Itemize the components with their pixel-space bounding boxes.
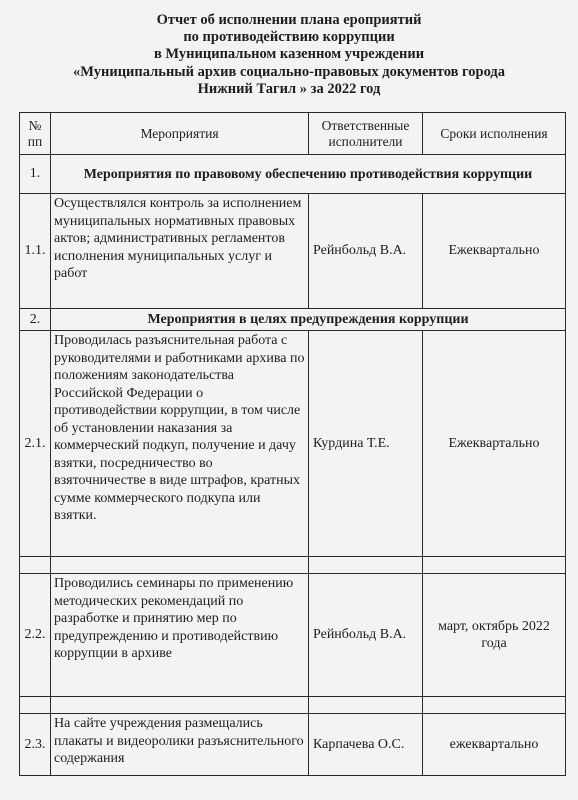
item-deadline: Ежеквартально: [423, 331, 566, 557]
title-line-2: по противодействию коррупции: [183, 29, 395, 46]
item-deadline: март, октябрь 2022 года: [423, 574, 566, 697]
item-num: 2.1.: [20, 331, 51, 557]
title-line-3: в Муниципальном казенном учреждении: [153, 46, 425, 63]
title-line-5: Нижний Тагил » за 2022 год: [197, 80, 381, 97]
item-text: На сайте учреждения размещались плакаты и видеоролики разъяснительного содержания: [51, 714, 309, 776]
item-num: 2.2.: [20, 574, 51, 697]
item-deadline: Ежеквартально: [423, 194, 566, 309]
section-row: [20, 309, 566, 331]
measures-table: [19, 112, 566, 776]
title-line-4: «Муниципальный архив социально-правовых документов города: [73, 63, 505, 80]
item-text: Проводились семинары по применению методических рекомендаций по разработке и принятию мер по предупреждению и противодействию коррупции в архиве: [51, 574, 309, 697]
header-measures: Мероприятия: [51, 113, 309, 155]
section-num: 1.: [20, 155, 51, 194]
section-title: Мероприятия в целях предупреждения коррупции: [51, 309, 566, 331]
header-num: № пп: [20, 113, 51, 155]
item-responsible: Рейнбольд В.А.: [309, 194, 423, 309]
table-row: [20, 574, 566, 697]
item-responsible: Курдина Т.Е.: [309, 331, 423, 557]
table-row: [20, 714, 566, 776]
table-row: [20, 194, 566, 309]
section-title: Мероприятия по правовому обеспечению противодействия коррупции: [51, 155, 566, 194]
title-line-1: Отчет об исполнении плана ероприятий: [156, 12, 422, 28]
item-responsible: Карпачева О.С.: [309, 714, 423, 776]
table-header-row: [20, 113, 566, 155]
item-text: Осуществлялся контроль за исполнением муниципальных нормативных правовых актов; административных регламентов исполнения муниципальных услуг и работ: [51, 194, 309, 309]
table-row: [20, 331, 566, 557]
empty-row: [20, 557, 566, 574]
item-num: 1.1.: [20, 194, 51, 309]
header-deadline: Сроки исполнения: [423, 113, 566, 155]
document-title: [0, 12, 578, 98]
item-text: Проводилась разъяснительная работа с руководителями и работниками архива по положениям законодательства Российской Федерации о противодействии коррупции, в том числе об установлении наказания за коммерческий подкуп, получение и дачу взятки, посредничество во взяточничестве в виде штрафов, кратных сумме коммерческого подкупа или взятки.: [51, 331, 309, 557]
item-deadline: ежеквартально: [423, 714, 566, 776]
item-responsible: Рейнбольд В.А.: [309, 574, 423, 697]
empty-row: [20, 697, 566, 714]
section-num: 2.: [20, 309, 51, 331]
item-num: 2.3.: [20, 714, 51, 776]
header-responsible: Ответственные исполнители: [309, 113, 423, 155]
section-row: [20, 155, 566, 194]
